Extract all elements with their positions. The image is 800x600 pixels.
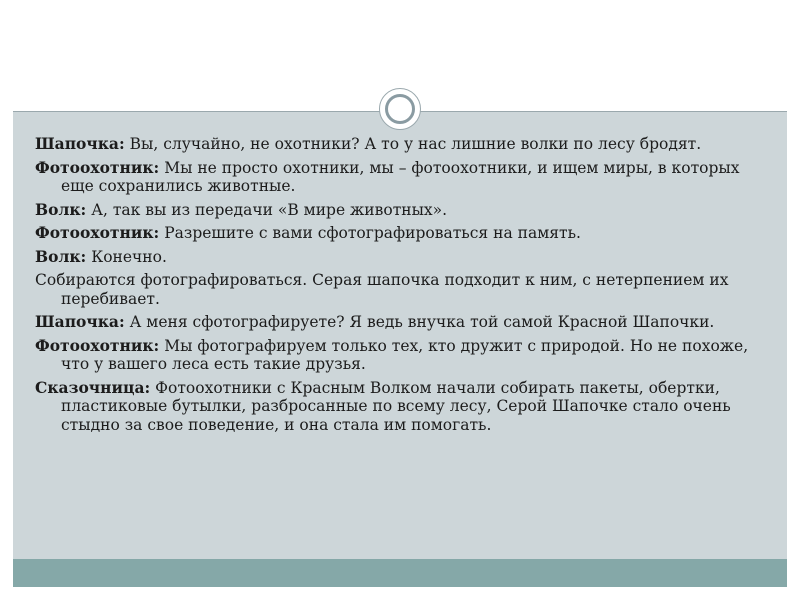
line-text: Конечно. — [86, 247, 167, 266]
paragraph-9 — [35, 379, 765, 435]
speaker-name: Фотоохотник: — [35, 335, 160, 355]
paragraph-2 — [35, 159, 765, 196]
paragraph-6 — [35, 271, 765, 308]
line-text: Мы не просто охотники, мы – фотоохотники, и ищем миры, в которых еще сохранились животные. — [61, 158, 740, 195]
paragraph-3 — [35, 201, 765, 220]
line-text: Вы, случайно, не охотники? А то у нас лишние волки по лесу бродят. — [124, 135, 702, 153]
line-text: А, так вы из передачи «В мире животных». — [86, 200, 448, 219]
speaker-name: Фотоохотник: — [35, 223, 160, 242]
paragraph-5 — [35, 248, 765, 267]
bottom-band — [13, 559, 787, 587]
paragraph-4 — [35, 224, 765, 243]
speaker-name: Фотоохотник: — [35, 157, 160, 177]
speaker-name: Сказочница: — [35, 377, 151, 397]
paragraph-8 — [35, 337, 765, 374]
line-text: А меня сфотографируете? Я ведь внучка той самой Красной Шапочки. — [124, 313, 715, 331]
speaker-name: Шапочка: — [35, 312, 125, 331]
line-text: Мы фотографируем только тех, кто дружит с природой. Но не похоже, что у вашего леса есть такие друзья. — [61, 336, 749, 373]
speaker-name: Волк: — [35, 246, 87, 266]
dialogue-text — [35, 135, 765, 439]
paragraph-7 — [35, 313, 765, 332]
line-text: Разрешите с вами сфотографироваться на память. — [159, 224, 581, 242]
speaker-name: Волк: — [35, 199, 87, 219]
emblem-ring — [385, 94, 415, 124]
circle-emblem-icon — [379, 88, 421, 130]
speaker-name: Шапочка: — [35, 134, 125, 153]
paragraph-1 — [35, 135, 765, 154]
line-text: Собираются фотографироваться. Серая шапочка подходит к ним, с нетерпением их перебивает. — [35, 271, 729, 308]
line-text: Фотоохотники с Красным Волком начали собирать пакеты, обертки, пластиковые бутылки, разбросанные по всему лесу, Серой Шапочке стало очень стыдно за свое поведение, и она стала им помогать. — [61, 378, 731, 434]
